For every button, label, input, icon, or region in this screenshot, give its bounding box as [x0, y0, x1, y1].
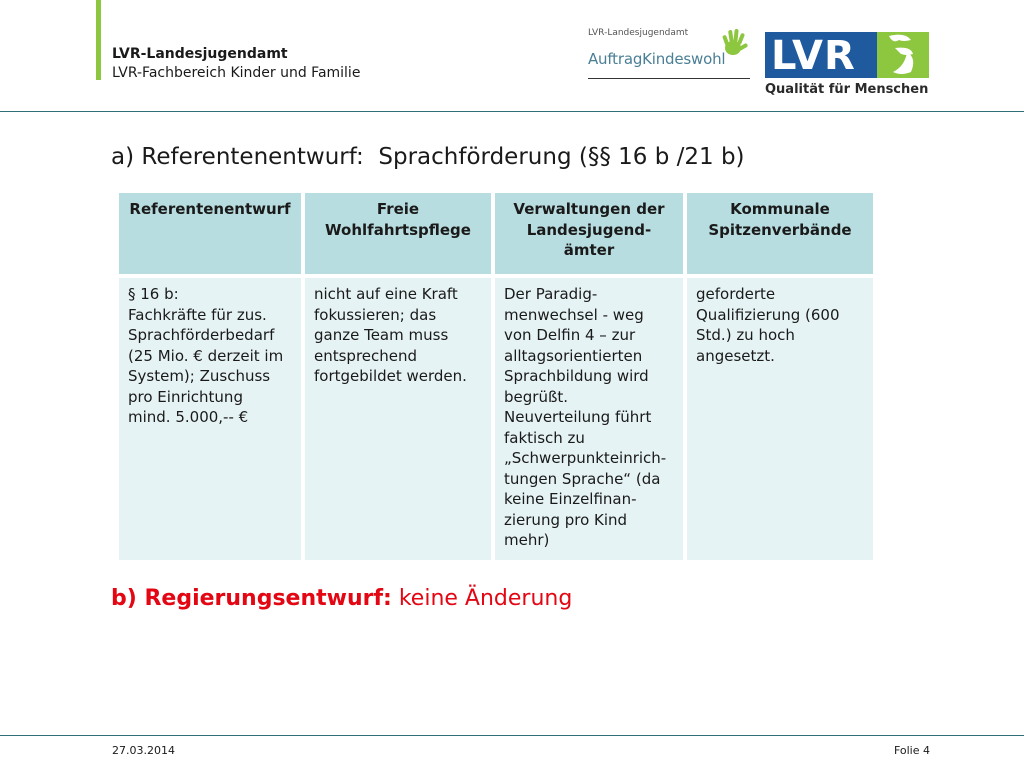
subheading-label: b) Regierungsentwurf:	[111, 586, 392, 611]
footer-slide-number: Folie 4	[893, 744, 930, 757]
cell-verwaltungen: Der Paradig- menwechsel - weg von Delfin 4 – zur alltagsorientierten Sprachbildung wird begrüßt. Neuverteilung führt faktisch zu „Schwerpunkteinrich- tungen Sprache“ (da keine Einzelfinan- zierung pro Kind mehr)	[493, 276, 685, 562]
lvr-logo-text: LVR	[771, 33, 856, 79]
header-verwaltungen-landesjugendaemter: Verwaltungen der Landesjugend- ämter	[493, 191, 685, 276]
cell-referentenentwurf: § 16 b: Fachkräfte für zus. Sprachförderbedarf (25 Mio. € derzeit im System); Zuschuss pro Einrichtung mind. 5.000,-- €	[117, 276, 303, 562]
header-divider	[0, 111, 1024, 112]
lvr-logo	[765, 32, 930, 100]
auftrag-kindeswohl-logo	[588, 28, 753, 83]
header-accent-bar	[96, 0, 101, 80]
auftrag-logo-caption: LVR-Landesjugendamt	[588, 28, 689, 38]
subheading-text: keine Änderung	[391, 586, 573, 611]
lvr-logo-box	[765, 32, 929, 78]
org-department: LVR-Fachbereich Kinder und Familie	[112, 65, 361, 81]
footer-date: 27.03.2014	[112, 744, 175, 757]
org-name: LVR-Landesjugendamt	[112, 46, 288, 62]
slide-heading: a) Referentenentwurf: Sprachförderung (§§ 16 b /21 b)	[111, 144, 745, 170]
cell-kommunale-spitzenverbaende: geforderte Qualifizierung (600 Std.) zu hoch angesetzt.	[685, 276, 875, 562]
subheading	[111, 586, 572, 611]
auftrag-logo-title: AuftragKindeswohl	[588, 50, 726, 68]
table-row	[117, 276, 875, 562]
auftrag-logo-underline	[588, 78, 750, 79]
hand-icon	[718, 28, 750, 58]
comparison-table	[115, 189, 877, 564]
lvr-slogan: Qualität für Menschen	[765, 82, 929, 97]
lvr-face-icon	[877, 32, 929, 78]
footer-divider	[0, 735, 1024, 736]
header-kommunale-spitzenverbaende: Kommunale Spitzenverbände	[685, 191, 875, 276]
org-block	[112, 45, 360, 83]
table-header-row	[117, 191, 875, 276]
header-freie-wohlfahrtspflege: Freie Wohlfahrtspflege	[303, 191, 493, 276]
cell-freie-wohlfahrtspflege: nicht auf eine Kraft fokussieren; das ganze Team muss entsprechend fortgebildet werden.	[303, 276, 493, 562]
header-referentenentwurf: Referentenentwurf	[117, 191, 303, 276]
